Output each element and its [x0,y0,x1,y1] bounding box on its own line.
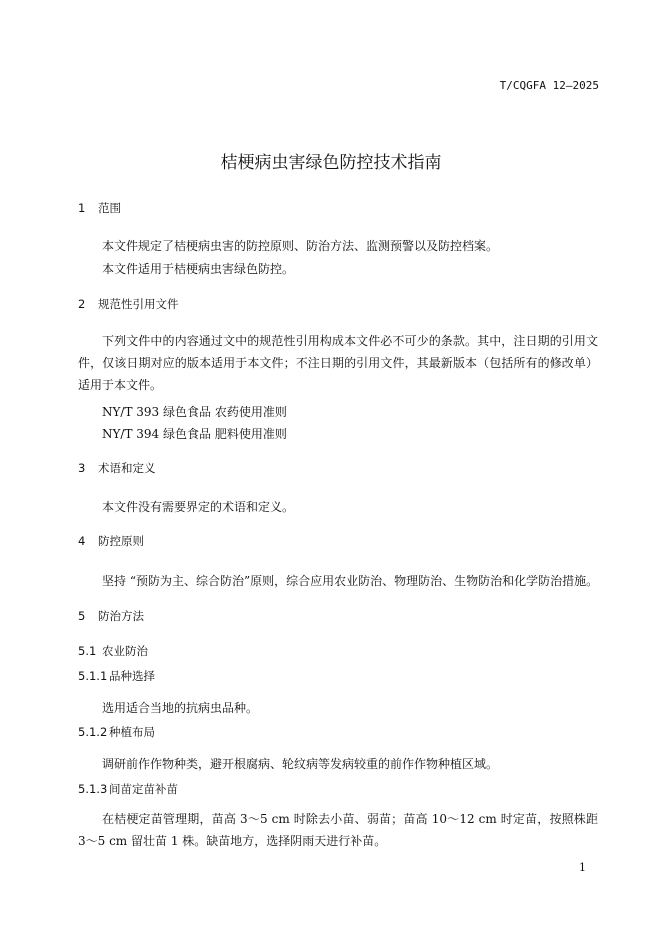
section-1-heading [78,200,121,216]
document-title: 桔梗病虫害绿色防控技术指南 [220,153,442,173]
subsection-5-1-2-heading [78,724,155,740]
section-number: 3 [78,461,86,475]
section-title: 范围 [98,201,121,215]
page-number: 1 [579,861,586,874]
section-number: 2 [78,297,86,311]
section-title: 品种选择 [109,669,155,683]
section-number: 5.1.2 [78,725,108,739]
reference-item: NY/T 394 绿色食品 肥料使用准则 [102,427,287,441]
paragraph: 本文件没有需要界定的术语和定义。 [102,500,295,514]
section-title: 术语和定义 [98,461,156,475]
section-title: 种植布局 [109,725,155,739]
section-title: 间苗定苗补苗 [109,782,178,796]
paragraph: 在桔梗定苗管理期，苗高 3～5 cm 时除去小苗、弱苗；苗高 10～12 cm 时定苗，按照株距 3～5 cm 留壮苗 1 株。缺苗地方，选择阴雨天进行补苗。 [78,812,598,848]
section-2-heading [78,296,179,312]
section-number: 4 [78,534,86,548]
paragraph: 选用适合当地的抗病虫品种。 [102,701,259,715]
reference-item: NY/T 393 绿色食品 农药使用准则 [102,405,287,419]
subsection-5-1-3-heading [78,781,178,797]
section-number: 5.1.1 [78,669,108,683]
section-number: 5.1 [78,644,97,658]
section-number: 5 [78,609,86,623]
section-title: 规范性引用文件 [98,297,179,311]
paragraph: 下列文件中的内容通过文中的规范性引用构成本文件必不可少的条款。其中，注日期的引用文件，仅该日期对应的版本适用于本文件；不注日期的引用文件，其最新版本（包括所有的修改单）适用于本文件。 [78,334,598,392]
section-4-heading [78,533,144,549]
paragraph: 本文件规定了桔梗病虫害的防控原则、防治方法、监测预警以及防控档案。 [102,239,499,253]
section-title: 防治方法 [98,609,144,623]
standard-number: T/CQGFA 12—2025 [499,79,599,92]
section-5-heading [78,608,144,624]
section-3-heading [78,460,156,476]
section-number: 1 [78,201,86,215]
section-number: 5.1.3 [78,782,108,796]
section-title: 农业防治 [102,644,148,658]
section-title: 防控原则 [98,534,144,548]
subsection-5-1-1-heading [78,668,155,684]
paragraph: 坚持 “预防为主、综合防治”原则，综合应用农业防治、物理防治、生物防治和化学防治措施。 [102,574,599,588]
paragraph: 调研前作作物种类，避开根腐病、轮纹病等发病较重的前作作物种植区域。 [102,757,499,771]
subsection-5-1-heading [78,643,148,659]
paragraph: 本文件适用于桔梗病虫害绿色防控。 [102,262,295,276]
